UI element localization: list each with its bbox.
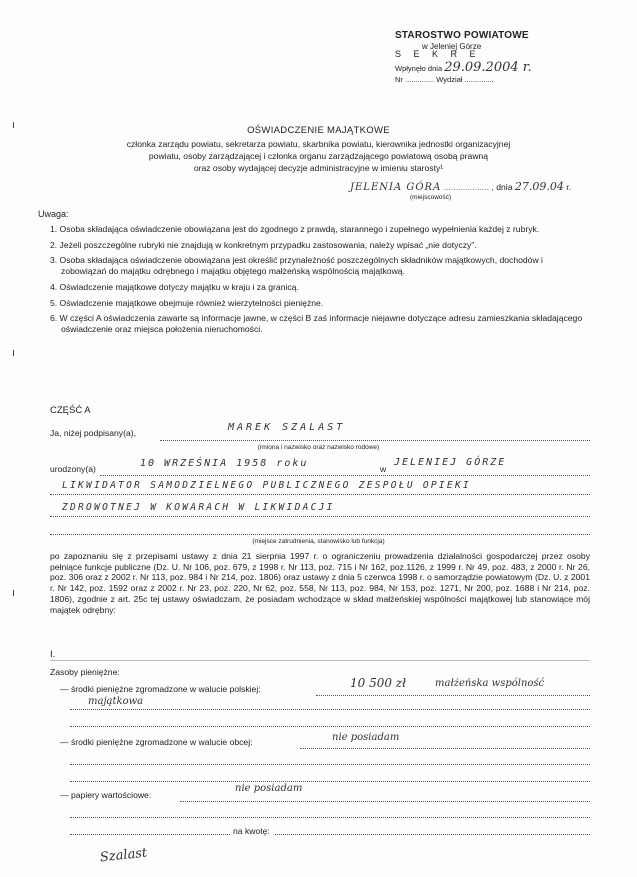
birth-place: JELENIEJ GÓRZE [394,457,507,468]
employment-underline-3 [50,534,590,535]
born-line [100,475,590,476]
name-line [160,440,590,441]
legal-text: po zapoznaniu się z przepisami ustawy z dnia 21 sierpnia 1997 r. o ograniczeniu prowadzenia działalności gospodarczej przez osoby pełniące funkcje publiczne (Dz. U. Nr 106, poz. 679, z 1998 r. Nr 113, poz. 715 i Nr 162, poz.1126, z 1999 r. Nr 49, poz. 483, z 2000 r. Nr 26, poz. 306 oraz z 2002 r. Nr 113, poz. 984 i Nr 214, poz. 1806) oraz ustawy z dnia 5 czerwca 1998 r. o samorządzie powiatowym (Dz. U. z 2001 r. Nr 142, poz. 1592 oraz z 2002 r. Nr 23, poz. 220, Nr 62, poz. 558, Nr 113, poz. 984, Nr 153, poz. 1271, Nr 200, poz. 1688 i Nr 214, poz. 1806), zgodnie z art. 25c tej ustawy oświadczam, że posiadam wchodzące w skład małżeńskiej wspólności majątkowej lub stanowiące mój majątek odrębny: [50,551,590,615]
title-line-1: członka zarządu powiatu, sekretarza powiatu, skarbnika powiatu, kierownika jednostki organizacyjnej [126,139,511,149]
place-value: JELENIA GÓRA [350,182,442,193]
stamp-office: STAROSTWO POWIATOWE [395,30,529,41]
note-item: 1. Osoba składająca oświadczenie obowiązana jest do zgodnego z prawdą, starannego i zupełnego wypełnienia każdej z rubryk. [50,224,540,234]
margin-mark [13,590,20,596]
amount-label: na kwotę: [233,826,270,836]
securities-label: — papiery wartościowe: [60,790,152,800]
note-item: 3. Osoba składająca oświadczenie obowiązana jest określić przynależność poszczególnych składników majątkowych, dochodów i zobowiązań do majątku odrębnego i majątku objętego małżeńską wspólnością majątkową. [50,255,543,277]
section-i-rule [50,660,590,661]
foreign-label: — środki pieniężne zgromadzone w walucie obcej: [60,737,253,747]
employment-line-2: ZDROWOTNEJ W KOWARACH W LIKWIDACJI [62,502,335,513]
date-value: 27.09.04 [514,180,564,193]
employment-underline-1 [50,494,590,495]
foreign-value: nie posiadam [332,732,400,743]
pln-value: 10 500 zł [350,676,407,690]
signature: Szalast [99,845,148,866]
securities-line-2 [70,817,590,818]
title-line-3: oraz osoby wydającej decyzje administracyjne w imieniu starosty¹ [193,163,444,173]
stamp-department: S E K R E [395,49,481,59]
foreign-line [300,748,590,749]
stamp-received-date: 29.09.2004 r. [444,60,532,75]
notes-label: Uwaga: [38,209,69,219]
pln-line-3 [70,726,590,727]
name-value: MAREK SZALAST [228,422,346,433]
pln-line-2 [70,709,590,710]
name-caption: (imiona i nazwisko oraz nazwisko rodowe) [257,444,380,451]
note-item: 4. Oświadczenie majątkowe dotyczy majątku w kraju i za granicą. [50,281,299,292]
place-caption: (miejscowość) [410,194,452,201]
amount-line [275,834,590,835]
stamp-place: w Jeleniej Górze [422,42,482,51]
place-date: JELENIA GÓRA ................... , dnia 27.09.04 r. [350,180,572,193]
foreign-line-3 [70,781,590,782]
pln-note-2: majątkowa [88,696,144,707]
document-title: OŚWIADCZENIE MAJĄTKOWE [247,125,390,136]
amount-line-pre [70,834,230,835]
stamp-number: Nr .............. Wydział .............. [395,75,494,84]
margin-mark [13,350,20,356]
born-label: urodzony(a) [50,464,96,474]
birth-date: 10 WRZEŚNIA 1958 roku [140,458,309,469]
stamp-received-label: Wpłynęło dnia [395,64,443,73]
employment-underline-2 [50,516,590,517]
in-label: w [380,464,387,474]
securities-line [180,801,590,802]
stamp-received [395,60,532,76]
employment-caption: (miejsce zatrudnienia, stanowisko lub funkcja) [252,538,385,545]
resources-label: Zasoby pieniężne: [50,667,120,677]
pln-line [316,695,590,696]
note-item: 2. Jeżeli poszczególne rubryki nie znajdują w konkretnym przypadku zastosowania, należy wpisać „nie dotyczy”. [50,239,477,250]
margin-mark [13,122,20,128]
foreign-line-2 [70,764,590,765]
notes-list [50,224,590,340]
title-line-2: powiatu, osoby zarządzającej i członka organu zarządzającego powiatową osobą prawną [148,151,489,161]
i-label: Ja, niżej podpisany(a), [50,428,136,438]
part-a-heading: CZĘŚĆ A [50,405,91,416]
securities-value: nie posiadam [235,783,303,794]
date-suffix: r. [566,182,572,192]
pln-label: — środki pieniężne zgromadzone w walucie polskiej: [60,684,261,694]
note-item: 5. Oświadczenie majątkowe obejmuje również wierzytelności pieniężne. [50,297,324,308]
employment-line-1: LIKWIDATOR SAMODZIELNEGO PUBLICZNEGO ZESPOŁU OPIEKI [62,480,471,491]
section-i-roman: I. [50,649,56,660]
date-label: , dnia [491,182,513,192]
pln-note-1: małżeńska wspólność [435,678,545,689]
note-item: 6. W części A oświadczenia zawarte są informacje jawne, w części B zaś informacje niejawne dotyczące adresu zamieszkania składającego oświadczenie oraz miejsca położenia nieruchomości. [50,313,583,335]
